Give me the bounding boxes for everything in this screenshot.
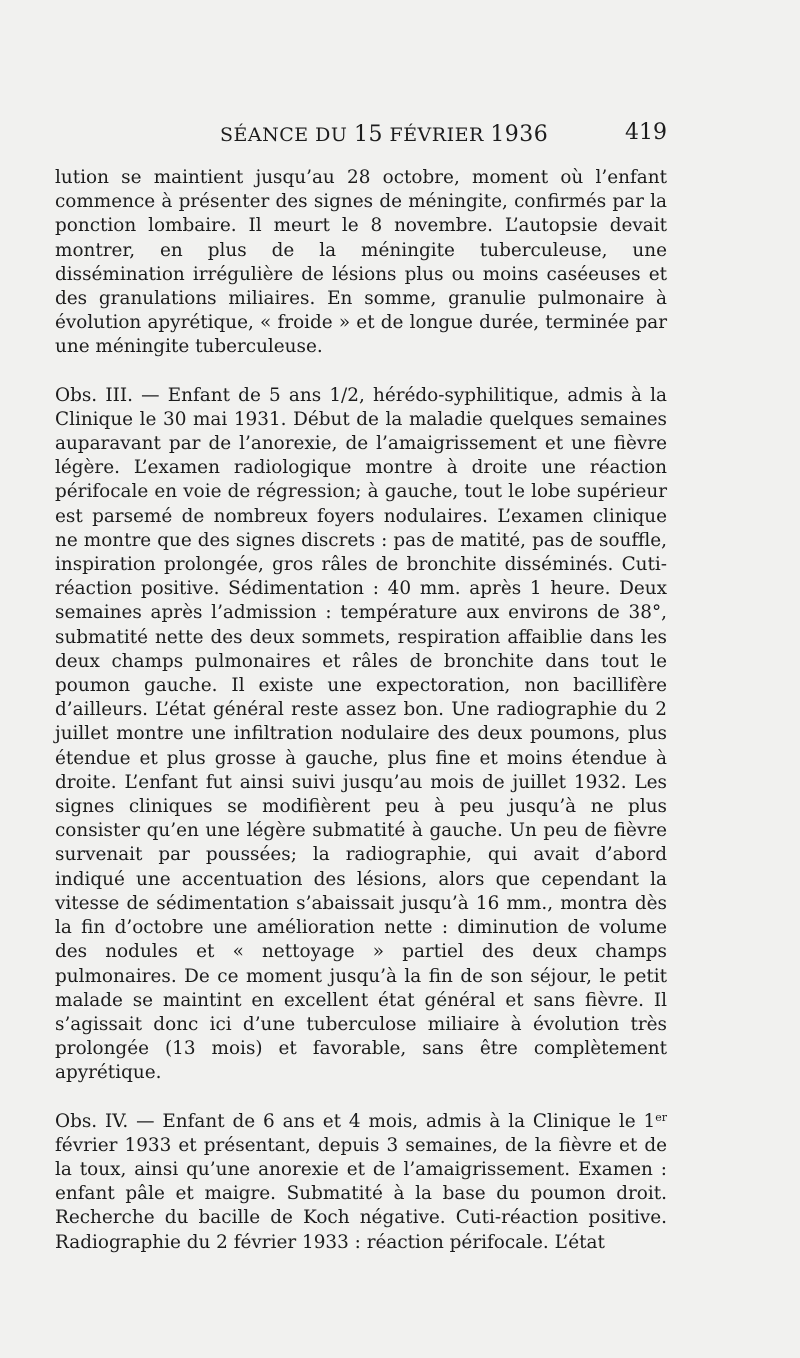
running-head-day: 15	[353, 122, 383, 147]
running-head-title	[220, 122, 548, 147]
ordinal-superscript: er	[655, 1110, 667, 1124]
observation-4-text-b: février 1933 et présentant, depuis 3 semaines, de la fièvre et de la toux, ainsi qu’une anorexie et de l’amaigrissement. Examen : enfant pâle et maigre. Submatité à la base du poumon droit. Recherche du bacille de Koch négative. Cuti-réaction positive. Radiographie du 2 février 1933 : réaction périfocale. L’état	[55, 1134, 667, 1253]
running-head-prefix: SÉANCE DU	[220, 124, 354, 146]
running-header	[55, 118, 667, 152]
running-head-month: FÉVRIER	[382, 124, 491, 146]
page-body	[55, 166, 667, 1255]
observation-4-text-a: — Enfant de 6 ans et 4 mois, admis à la Clinique le 1	[128, 1110, 656, 1132]
observation-3-text: — Enfant de 5 ans 1/2, hérédo-syphilitique, admis à la Clinique le 30 mai 1931. Début de la maladie quelques semaines auparavant par de l’anorexie, de l’amaigrissement et une fièvre légère. L’examen radiologique montre à droite une réaction périfocale en voie de régression; à gauche, tout le lobe supérieur est parsemé de nombreux foyers nodulaires. L’examen clinique ne montre que des signes discrets : pas de matité, pas de souffle, inspiration prolongée, gros râles de bronchite disséminés. Cuti-réaction positive. Sédimentation : 40 mm. après 1 heure. Deux semaines après l’admission : température aux environs de 38°, submatité nette des deux sommets, respiration affaiblie dans les deux champs pulmonaires et râles de bronchite dans tout le poumon gauche. Il existe une expectoration, non bacillifère d’ailleurs. L’état général reste assez bon. Une radiographie du 2 juillet montre une infiltration nodulaire des deux poumons, plus étendue et plus grosse à gauche, plus fine et moins étendue à droite. L’enfant fut ainsi suivi jusqu’au mois de juillet 1932. Les signes cliniques se modifièrent peu à peu jusqu’à ne plus consister qu’en une légère submatité à gauche. Un peu de fièvre survenait par poussées; la radiographie, qui avait d’abord indiqué une accentuation des lésions, alors que cependant la vitesse de sédimentation s’abaissait jusqu’à 16 mm., montra dès la fin d’octobre une amélioration nette : diminution de volume des nodules et « nettoyage » partiel des deux champs pulmonaires. De ce moment jusqu’à la fin de son séjour, le petit malade se maintint en excellent état général et sans fièvre. Il s’agissait donc ici d’une tuberculose miliaire à évolution très prolongée (13 mois) et favorable, sans être complètement apyrétique.	[55, 384, 667, 1084]
paragraph-continuation: lution se maintient jusqu’au 28 octobre, moment où l’enfant commence à présenter des signes de méningite, confirmés par la ponction lombaire. Il meurt le 8 novembre. L’autopsie devait montrer, en plus de la méningite tuberculeuse, une dissémination irrégulière de lésions plus ou moins caséeuses et des granulations miliaires. En somme, granulie pulmonaire à évolution apyrétique, « froide » et de longue durée, terminée par une méningite tuberculeuse.	[55, 167, 667, 358]
running-head-year: 1936	[490, 122, 549, 147]
paragraph-spacer	[55, 1086, 667, 1110]
paragraph-spacer	[55, 360, 667, 384]
observation-4	[55, 1110, 667, 1255]
observation-4-label: Obs. IV.	[55, 1110, 129, 1132]
page-number: 419	[625, 120, 667, 145]
observation-3-label: Obs. III.	[55, 384, 133, 406]
observation-3	[55, 384, 667, 1086]
